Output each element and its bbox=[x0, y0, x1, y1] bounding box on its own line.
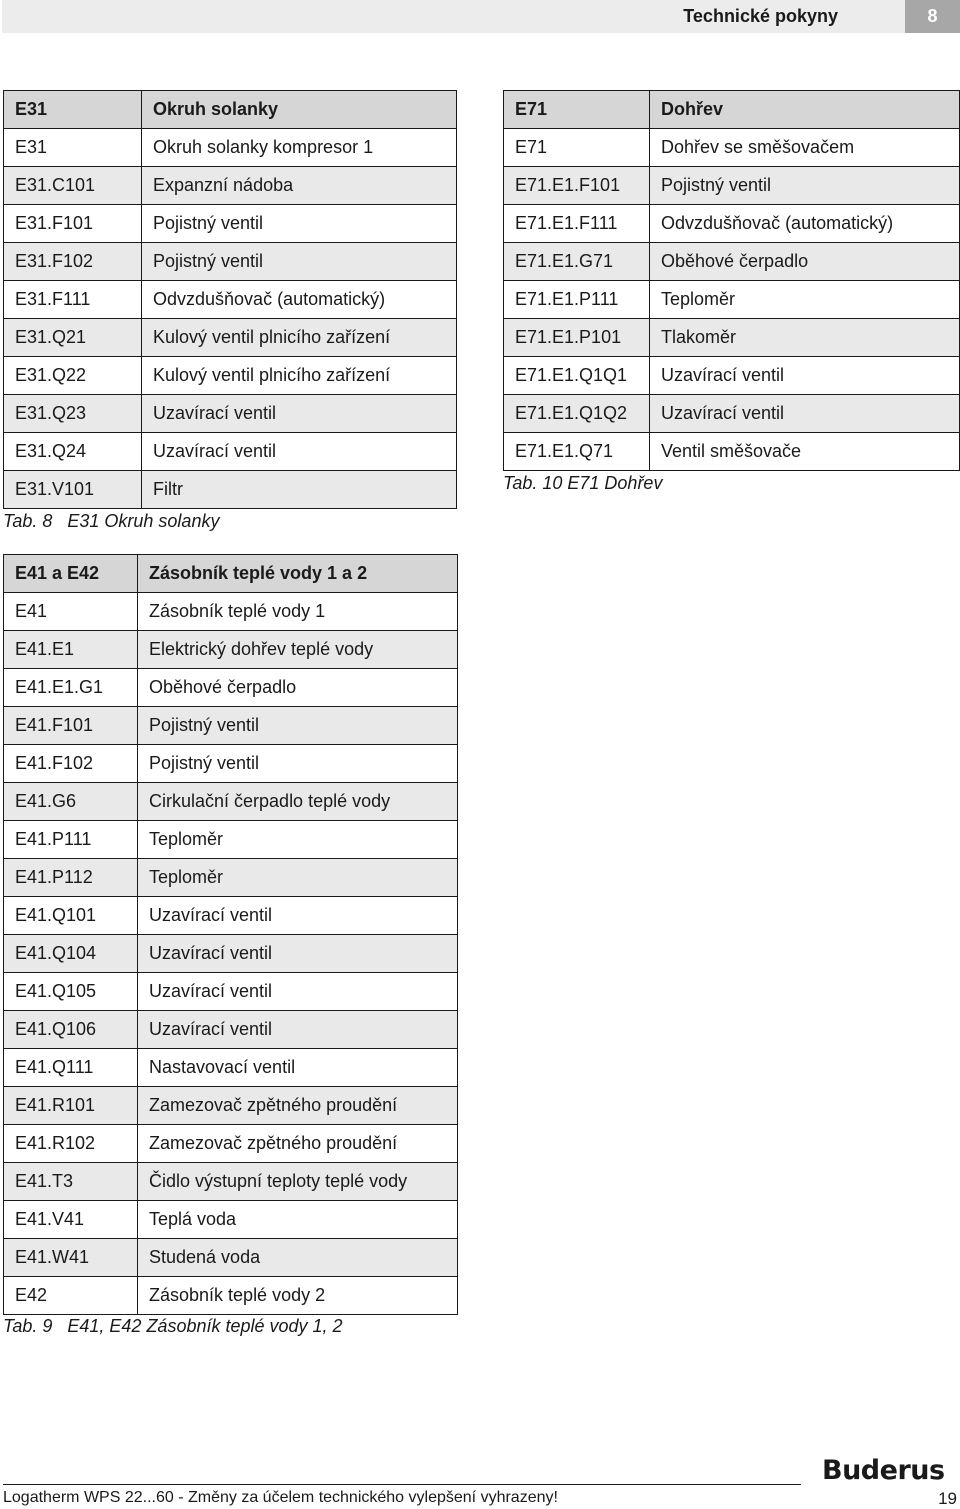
description-cell: Zásobník teplé vody 1 bbox=[138, 593, 458, 631]
table-row bbox=[4, 357, 457, 395]
description-cell: Uzavírací ventil bbox=[138, 935, 458, 973]
designation-cell: E31.F102 bbox=[4, 243, 142, 281]
designation-cell: E71.E1.P101 bbox=[504, 319, 650, 357]
description-cell: Teplá voda bbox=[138, 1201, 458, 1239]
footer-divider bbox=[3, 1484, 801, 1485]
table-row bbox=[504, 281, 960, 319]
designation-cell: E41.E1 bbox=[4, 631, 138, 669]
designation-cell: E41.Q111 bbox=[4, 1049, 138, 1087]
table-row bbox=[504, 395, 960, 433]
designation-cell: E31.C101 bbox=[4, 167, 142, 205]
designation-cell: E71 bbox=[504, 129, 650, 167]
designation-cell: E41.F101 bbox=[4, 707, 138, 745]
header-bar bbox=[2, 0, 905, 33]
description-cell: Zamezovač zpětného proudění bbox=[138, 1087, 458, 1125]
designation-cell: E41.T3 bbox=[4, 1163, 138, 1201]
description-cell: Pojistný ventil bbox=[142, 205, 457, 243]
designation-cell: E31.Q23 bbox=[4, 395, 142, 433]
table-row bbox=[4, 1011, 458, 1049]
description-cell: Pojistný ventil bbox=[138, 745, 458, 783]
description-cell: Uzavírací ventil bbox=[650, 395, 960, 433]
table-row bbox=[4, 129, 457, 167]
table-row bbox=[4, 1239, 458, 1277]
description-cell: Uzavírací ventil bbox=[138, 1011, 458, 1049]
designation-cell: E31.Q21 bbox=[4, 319, 142, 357]
table-row bbox=[4, 471, 457, 509]
description-cell: Zásobník teplé vody 1 a 2 bbox=[138, 555, 458, 593]
description-cell: Studená voda bbox=[138, 1239, 458, 1277]
description-cell: Uzavírací ventil bbox=[650, 357, 960, 395]
table-e41-e42-zasobnik bbox=[3, 554, 458, 1315]
table-row bbox=[504, 167, 960, 205]
designation-cell: E41.Q106 bbox=[4, 1011, 138, 1049]
description-cell: Zamezovač zpětného proudění bbox=[138, 1125, 458, 1163]
table-row bbox=[504, 205, 960, 243]
designation-cell: E41.R101 bbox=[4, 1087, 138, 1125]
table-row bbox=[4, 897, 458, 935]
description-cell: Oběhové čerpadlo bbox=[138, 669, 458, 707]
description-cell: Uzavírací ventil bbox=[138, 897, 458, 935]
description-cell: Dohřev bbox=[650, 91, 960, 129]
designation-cell: E41.Q101 bbox=[4, 897, 138, 935]
description-cell: Filtr bbox=[142, 471, 457, 509]
description-cell: Tlakoměr bbox=[650, 319, 960, 357]
designation-cell: E71 bbox=[504, 91, 650, 129]
page-number: 19 bbox=[938, 1489, 957, 1508]
designation-cell: E41.V41 bbox=[4, 1201, 138, 1239]
designation-cell: E41.Q104 bbox=[4, 935, 138, 973]
designation-cell: E31.Q22 bbox=[4, 357, 142, 395]
table-row bbox=[4, 1201, 458, 1239]
table-row bbox=[4, 821, 458, 859]
caption-tab-10: Tab. 10 E71 Dohřev bbox=[503, 473, 663, 493]
table-row bbox=[504, 243, 960, 281]
designation-cell: E71.E1.G71 bbox=[504, 243, 650, 281]
designation-cell: E31.V101 bbox=[4, 471, 142, 509]
description-cell: Teploměr bbox=[138, 859, 458, 897]
description-cell: Teploměr bbox=[138, 821, 458, 859]
designation-cell: E41.G6 bbox=[4, 783, 138, 821]
designation-cell: E41.P111 bbox=[4, 821, 138, 859]
designation-cell: E71.E1.Q1Q2 bbox=[504, 395, 650, 433]
table-row bbox=[4, 167, 457, 205]
caption-tab-9: Tab. 9 E41, E42 Zásobník teplé vody 1, 2 bbox=[3, 1316, 343, 1336]
table-row bbox=[4, 745, 458, 783]
table-row bbox=[4, 973, 458, 1011]
designation-cell: E41 a E42 bbox=[4, 555, 138, 593]
table-row bbox=[4, 783, 458, 821]
designation-cell: E41.P112 bbox=[4, 859, 138, 897]
designation-cell: E41.E1.G1 bbox=[4, 669, 138, 707]
footer-text: Logatherm WPS 22...60 - Změny za účelem technického vylepšení vyhrazeny! bbox=[3, 1489, 558, 1506]
table-row bbox=[4, 935, 458, 973]
description-cell: Elektrický dohřev teplé vody bbox=[138, 631, 458, 669]
table-row bbox=[4, 859, 458, 897]
table-row bbox=[4, 1125, 458, 1163]
designation-cell: E31 bbox=[4, 91, 142, 129]
designation-cell: E41.Q105 bbox=[4, 973, 138, 1011]
table-row bbox=[4, 319, 457, 357]
description-cell: Okruh solanky bbox=[142, 91, 457, 129]
designation-cell: E41 bbox=[4, 593, 138, 631]
table-row bbox=[4, 669, 458, 707]
table-row bbox=[4, 433, 457, 471]
designation-cell: E71.E1.F101 bbox=[504, 167, 650, 205]
designation-cell: E41.W41 bbox=[4, 1239, 138, 1277]
description-cell: Odvzdušňovač (automatický) bbox=[650, 205, 960, 243]
table-row bbox=[4, 395, 457, 433]
description-cell: Oběhové čerpadlo bbox=[650, 243, 960, 281]
table-row bbox=[504, 433, 960, 471]
description-cell: Teploměr bbox=[650, 281, 960, 319]
designation-cell: E31.F111 bbox=[4, 281, 142, 319]
table-row bbox=[4, 593, 458, 631]
designation-cell: E41.R102 bbox=[4, 1125, 138, 1163]
description-cell: Kulový ventil plnicího zařízení bbox=[142, 357, 457, 395]
description-cell: Odvzdušňovač (automatický) bbox=[142, 281, 457, 319]
designation-cell: E71.E1.P111 bbox=[504, 281, 650, 319]
table-e71-dohrev bbox=[503, 90, 960, 471]
designation-cell: E41.F102 bbox=[4, 745, 138, 783]
description-cell: Uzavírací ventil bbox=[142, 433, 457, 471]
description-cell: Pojistný ventil bbox=[142, 243, 457, 281]
table-header-row bbox=[4, 555, 458, 593]
table-row bbox=[4, 205, 457, 243]
description-cell: Zásobník teplé vody 2 bbox=[138, 1277, 458, 1315]
table-row bbox=[4, 243, 457, 281]
designation-cell: E42 bbox=[4, 1277, 138, 1315]
description-cell: Čidlo výstupní teploty teplé vody bbox=[138, 1163, 458, 1201]
description-cell: Cirkulační čerpadlo teplé vody bbox=[138, 783, 458, 821]
table-row bbox=[504, 319, 960, 357]
description-cell: Nastavovací ventil bbox=[138, 1049, 458, 1087]
table-row bbox=[4, 631, 458, 669]
description-cell: Uzavírací ventil bbox=[142, 395, 457, 433]
designation-cell: E31.Q24 bbox=[4, 433, 142, 471]
caption-tab-8: Tab. 8 E31 Okruh solanky bbox=[3, 511, 220, 531]
designation-cell: E71.E1.Q1Q1 bbox=[504, 357, 650, 395]
description-cell: Expanzní nádoba bbox=[142, 167, 457, 205]
table-row bbox=[504, 357, 960, 395]
designation-cell: E31.F101 bbox=[4, 205, 142, 243]
table-row bbox=[4, 707, 458, 745]
table-row bbox=[504, 129, 960, 167]
table-row bbox=[4, 1049, 458, 1087]
buderus-logo: Buderus bbox=[822, 1455, 945, 1486]
description-cell: Pojistný ventil bbox=[138, 707, 458, 745]
chapter-number: 8 bbox=[905, 0, 960, 33]
header-title: Technické pokyny bbox=[683, 6, 838, 26]
table-e31-okruh-solanky bbox=[3, 90, 457, 509]
description-cell: Kulový ventil plnicího zařízení bbox=[142, 319, 457, 357]
table-header-row bbox=[4, 91, 457, 129]
designation-cell: E31 bbox=[4, 129, 142, 167]
designation-cell: E71.E1.Q71 bbox=[504, 433, 650, 471]
table-row bbox=[4, 1277, 458, 1315]
description-cell: Dohřev se směšovačem bbox=[650, 129, 960, 167]
description-cell: Pojistný ventil bbox=[650, 167, 960, 205]
description-cell: Ventil směšovače bbox=[650, 433, 960, 471]
table-header-row bbox=[504, 91, 960, 129]
description-cell: Okruh solanky kompresor 1 bbox=[142, 129, 457, 167]
table-row bbox=[4, 1163, 458, 1201]
description-cell: Uzavírací ventil bbox=[138, 973, 458, 1011]
table-row bbox=[4, 281, 457, 319]
table-row bbox=[4, 1087, 458, 1125]
designation-cell: E71.E1.F111 bbox=[504, 205, 650, 243]
